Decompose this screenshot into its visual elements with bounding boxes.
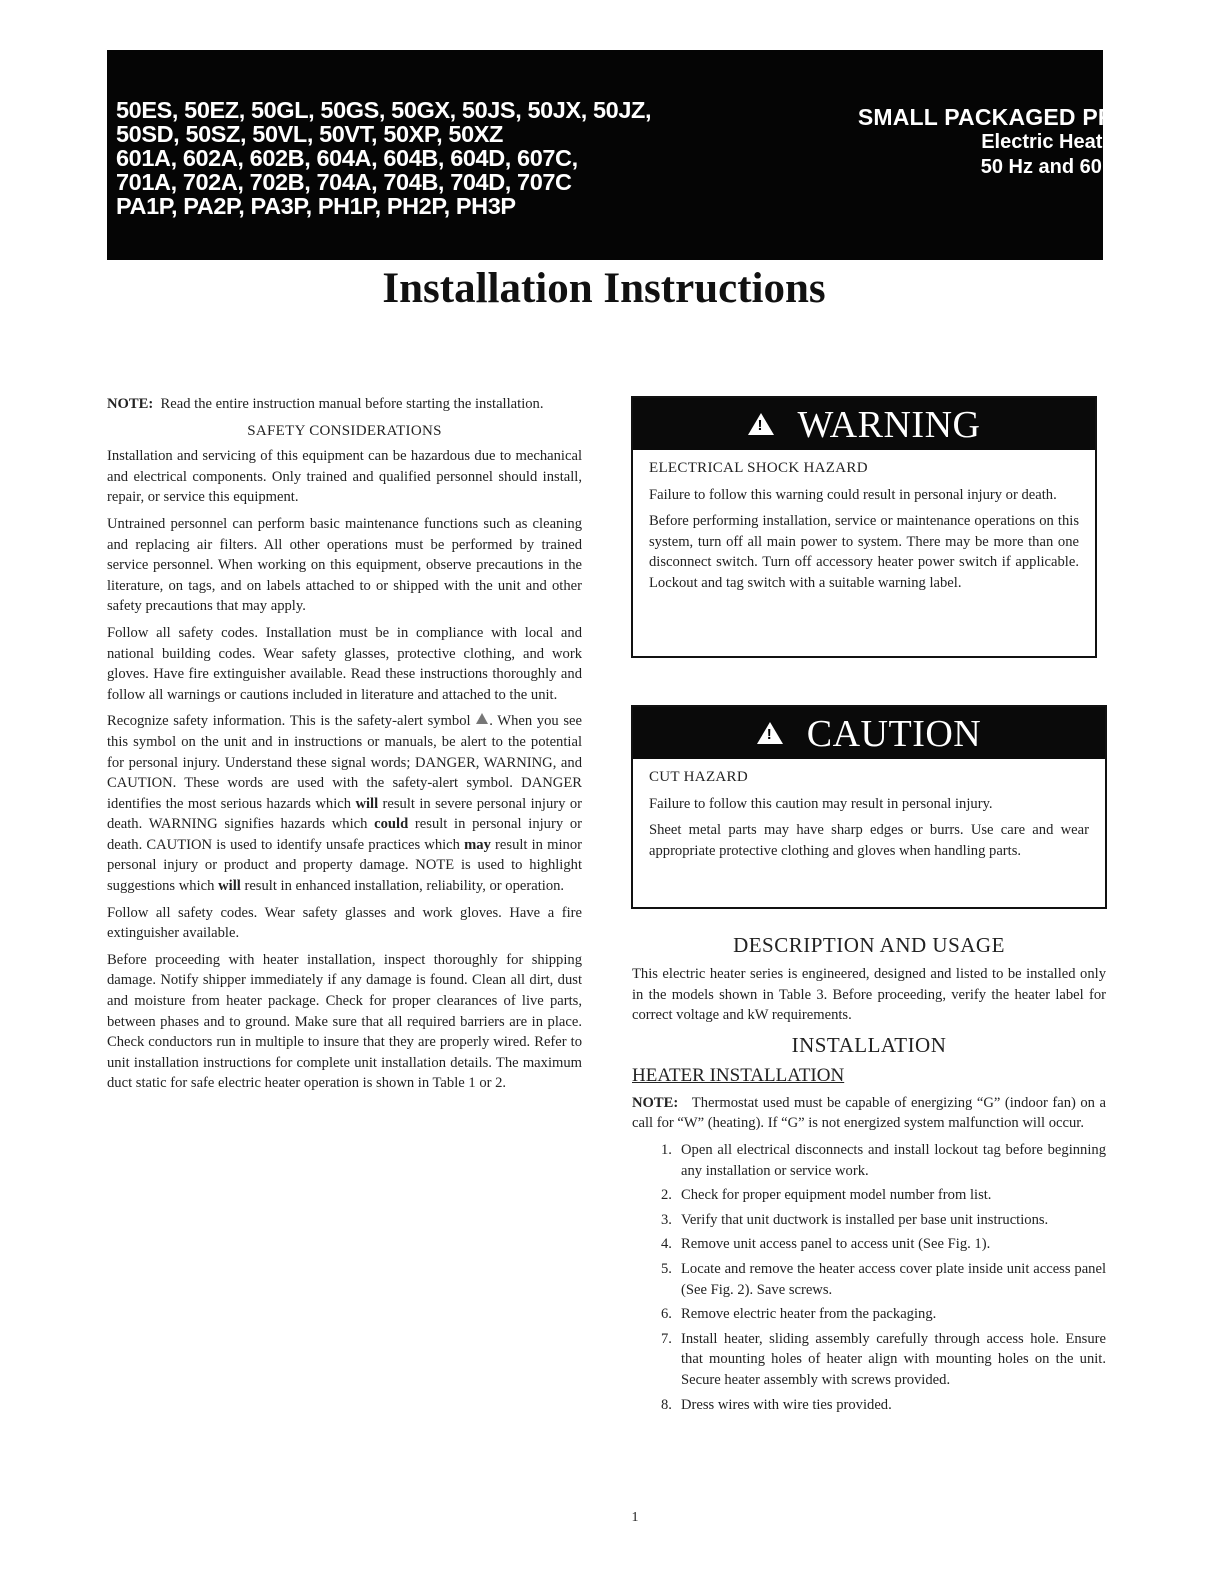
safety-alert-icon: !: [748, 413, 774, 435]
paragraph: Follow all safety codes. Installation must be in compliance with local and national building codes. Wear safety glasses, protective clothing, and work gloves. Have fire extinguisher available. Read these instructions thoroughly and follow all warnings or cautions included in literature and attached to the unit.: [107, 624, 582, 703]
caution-hazard-title: CUT HAZARD: [649, 769, 748, 785]
product-desc: Electric Heaters 5−20kW: [981, 131, 1213, 153]
list-item: [632, 1329, 1106, 1391]
paragraph: Installation and servicing of this equipment can be hazardous due to mechanical and electrical components. Only trained and qualified personnel should install, repair, or service this equipment.: [107, 448, 582, 506]
paragraph: Before proceeding with heater installation, inspect thoroughly for shipping damage. Notify shipper immediately if any damage is found. Clean all dirt, dust and moisture from heater package. Check for proper clearances of live parts, between phases and to ground. Make sure that all required barriers are in place. Check conductors run in multiple to insure that they are properly wired. Refer to unit installation instructions for complete unit installation details. The maximum duct static for safe electric heater operation is shown in Table 1 or 2.: [107, 951, 582, 1092]
list-item: [632, 1185, 1106, 1206]
right-column: [632, 930, 1106, 1419]
step-text: Check for proper equipment model number from list.: [681, 1187, 992, 1204]
model-line: 50SD, 50SZ, 50VL, 50VT, 50XP, 50XZ: [116, 121, 504, 147]
safety-alert-icon: !: [757, 722, 783, 744]
step-text: Verify that unit ductwork is installed per base unit instructions.: [681, 1211, 1049, 1228]
step-number: 3.: [661, 1211, 672, 1228]
text-run: result in severe personal injury or death. WARNING signifies hazards which: [107, 795, 582, 833]
paragraph: Untrained personnel can perform basic maintenance functions such as cleaning and replacing air filters. All other operations must be performed by trained service personnel. When working on this equipment, observe precautions in the literature, on tags, and on labels attached to or shipped with the unit and other safety precautions that may apply.: [107, 515, 582, 615]
text-run: result in personal injury or death. CAUTION is used to identify unsafe practices which: [107, 816, 582, 853]
step-number: 2.: [661, 1187, 672, 1204]
installation-heading: INSTALLATION: [791, 1032, 947, 1057]
step-number: 5.: [661, 1260, 672, 1277]
step-text: Remove electric heater from the packaging.: [681, 1306, 937, 1323]
step-text: Dress wires with wire ties provided.: [681, 1396, 892, 1413]
product-info: [739, 104, 1213, 180]
caution-box: [631, 705, 1107, 909]
emphasis: may: [464, 836, 491, 853]
warning-signal-word: WARNING: [797, 404, 981, 446]
list-item: [632, 1259, 1106, 1300]
product-line: SMALL PACKAGED PRODUCTS: [857, 104, 1213, 130]
caution-text: Failure to follow this caution may result in personal injury.: [649, 795, 993, 812]
page-title: Installation Instructions: [382, 265, 826, 312]
step-number: 8.: [661, 1396, 672, 1413]
model-line: 50ES, 50EZ, 50GL, 50GS, 50GX, 50JS, 50JX, 50JZ,: [116, 97, 652, 123]
description-heading: DESCRIPTION AND USAGE: [733, 933, 1005, 957]
text-run: result in enhanced installation, reliability, or operation.: [244, 878, 565, 895]
description-text: This electric heater series is engineered, designed and listed to be installed only in the models shown in Table 3. Before proceeding, verify the heater label for correct voltage and kW requirements.: [632, 966, 1106, 1024]
emphasis: will: [218, 878, 241, 895]
installation-steps: [632, 1140, 1106, 1415]
text-run: . When you see this symbol on the unit and in instructions or manuals, be alert to the potential for personal injury. Understand these signal words; DANGER, WARNING, and CAUTION. These words are used with the safety-alert symbol. DANGER identifies the most serious hazards which: [107, 713, 583, 812]
step-number: 4.: [661, 1236, 672, 1253]
product-freq: 50 Hz and 60 Hz Product: [980, 156, 1213, 178]
safety-heading: SAFETY CONSIDERATIONS: [247, 422, 442, 439]
step-text: Open all electrical disconnects and install lockout tag before beginning any installation or service work.: [681, 1141, 1106, 1179]
model-line: PA1P, PA2P, PA3P, PH1P, PH2P, PH3P: [116, 193, 516, 219]
paragraph-signal-words: [107, 711, 582, 896]
warning-hazard-title: ELECTRICAL SHOCK HAZARD: [649, 460, 868, 476]
warning-header: [633, 398, 1095, 450]
header-banner: [107, 50, 1213, 260]
list-item: [632, 1304, 1106, 1325]
step-text: Install heater, sliding assembly carefully through access hole. Ensure that mounting holes of heater align with mounting holes on the unit. Secure heater assembly with screws provided.: [681, 1330, 1106, 1388]
page-number: 1: [631, 1510, 639, 1525]
text-run: Recognize safety information. This is the safety-alert symbol: [107, 713, 471, 730]
note-label: NOTE:: [632, 1094, 679, 1111]
caution-text: Sheet metal parts may have sharp edges or burrs. Use care and wear appropriate protective clothing and gloves when handling parts.: [649, 822, 1089, 859]
thermostat-note: [632, 1093, 1106, 1134]
intro-note: [107, 394, 582, 415]
note-text: Thermostat used must be capable of energizing “G” (indoor fan) on a call for “W” (heating). If “G” is not energized system malfunction will occur.: [632, 1094, 1106, 1132]
list-item: [632, 1395, 1106, 1416]
note-label: NOTE:: [107, 396, 154, 412]
step-text: Remove unit access panel to access unit (See Fig. 1).: [681, 1236, 991, 1253]
step-number: 1.: [661, 1141, 672, 1158]
note-text: Read the entire instruction manual before starting the installation.: [160, 396, 544, 412]
paragraph: Follow all safety codes. Wear safety glasses and work gloves. Have a fire extinguisher available.: [107, 904, 582, 942]
warning-text: Failure to follow this warning could result in personal injury or death.: [649, 486, 1057, 503]
list-item: [632, 1210, 1106, 1231]
safety-alert-icon: [476, 713, 488, 724]
emphasis: will: [355, 795, 379, 812]
emphasis: could: [374, 816, 409, 833]
left-column: [107, 394, 582, 1100]
text-run: result in minor personal injury or product and property damage. NOTE is used to highlight suggestions which: [107, 836, 582, 895]
warning-box: [631, 396, 1097, 658]
caution-header: [633, 707, 1105, 759]
step-number: 6.: [661, 1306, 672, 1323]
list-item: [632, 1140, 1106, 1181]
step-text: Locate and remove the heater access cover plate inside unit access panel (See Fig. 2). Save screws.: [681, 1260, 1106, 1298]
model-line: 701A, 702A, 702B, 704A, 704B, 704D, 707C: [116, 169, 572, 195]
list-item: [632, 1234, 1106, 1255]
warning-text: Before performing installation, service or maintenance operations on this system, turn off all main power to system. There may be more than one disconnect switch. Turn off accessory heater power switch if applicable. Lockout and tag switch with a suitable warning label.: [649, 513, 1079, 591]
model-list: [116, 98, 651, 218]
model-line: 601A, 602A, 602B, 604A, 604B, 604D, 607C,: [116, 145, 578, 171]
caution-signal-word: CAUTION: [806, 713, 982, 755]
step-number: 7.: [661, 1330, 672, 1347]
heater-installation-heading: HEATER INSTALLATION: [632, 1064, 845, 1086]
